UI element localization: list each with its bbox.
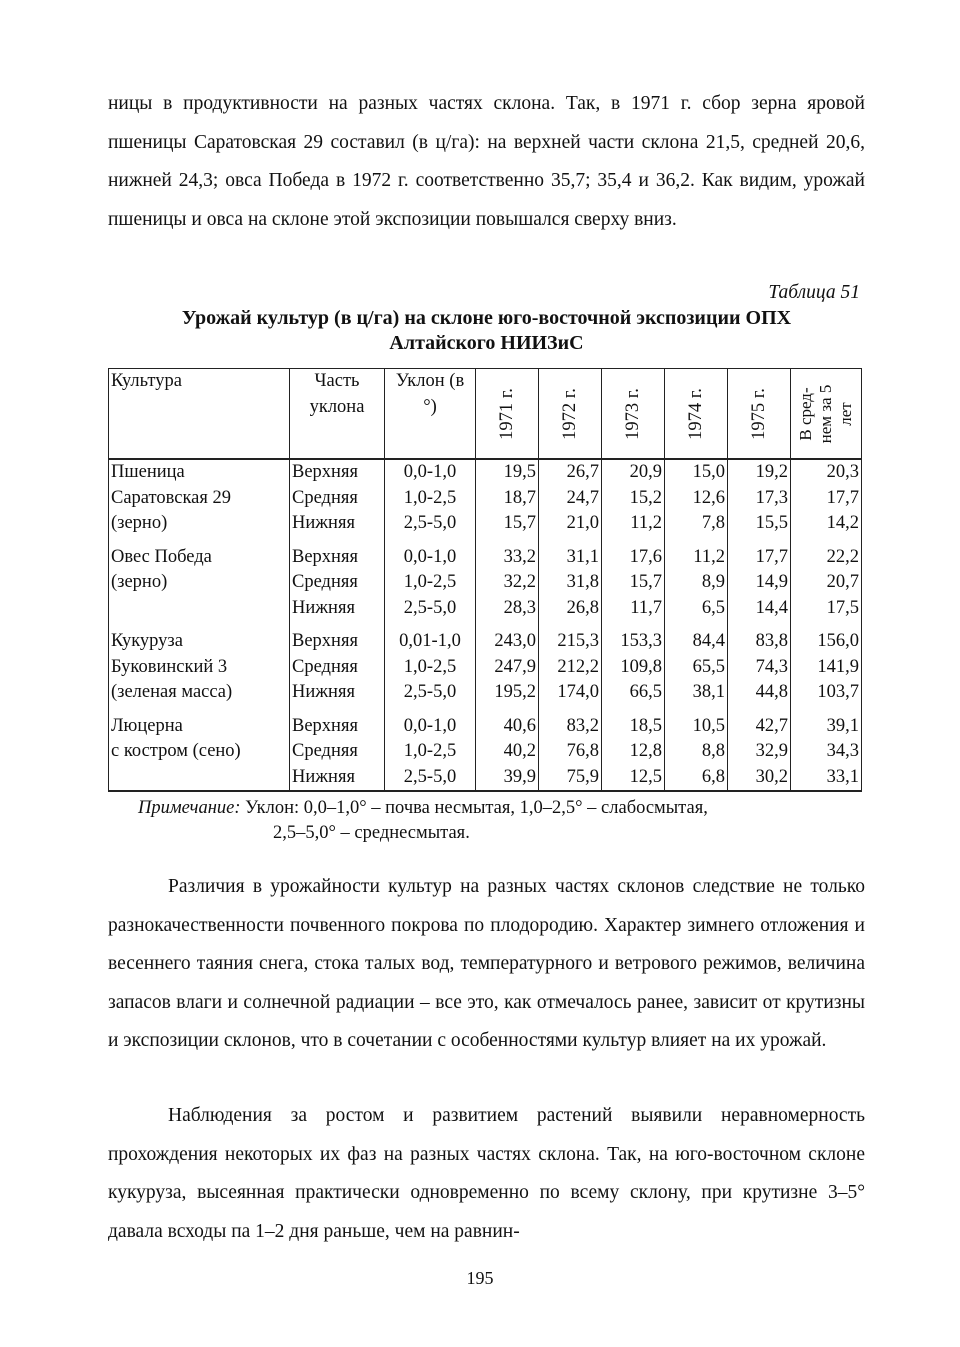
cell-slope: 0,0-1,0	[385, 706, 476, 740]
note-line1: Уклон: 0,0–1,0° – почва несмытая, 1,0–2,5° – слабосмытая,	[245, 798, 708, 818]
table-row	[109, 486, 862, 512]
cell-crop: с костром (сено)	[109, 739, 290, 765]
cell-y1971: 19,5	[476, 459, 539, 486]
cell-y1974: 6,8	[665, 765, 728, 792]
cell-y1975: 42,7	[728, 706, 791, 740]
cell-part: Верхняя	[290, 706, 385, 740]
paragraph-observations: Наблюдения за ростом и развитием растений выявили неравномерность прохождения некоторых их фаз на разных частях склона. Так, на юго-восточном склоне кукуруза, высеянная практически одновременно по всему склону, при крутизне 3–5° давала всходы па 1–2 дня раньше, чем на равнин-	[108, 1105, 865, 1242]
cell-avg: 33,1	[791, 765, 862, 792]
table-row	[109, 459, 862, 486]
cell-y1974: 38,1	[665, 680, 728, 706]
cell-avg: 39,1	[791, 706, 862, 740]
cell-part: Средняя	[290, 739, 385, 765]
table-row	[109, 596, 862, 622]
cell-y1975: 30,2	[728, 765, 791, 792]
cell-crop	[109, 596, 290, 622]
cell-y1974: 8,9	[665, 570, 728, 596]
header-slope: Уклон (в °)	[385, 369, 476, 460]
cell-y1975: 32,9	[728, 739, 791, 765]
cell-crop: Буковинский 3	[109, 655, 290, 681]
cell-crop: (зеленая масса)	[109, 680, 290, 706]
cell-y1973: 17,6	[602, 537, 665, 571]
cell-y1975: 19,2	[728, 459, 791, 486]
header-1974	[665, 369, 728, 460]
header-average-label	[796, 384, 856, 443]
cell-avg: 17,7	[791, 486, 862, 512]
header-1975	[728, 369, 791, 460]
cell-y1972: 24,7	[539, 486, 602, 512]
cell-y1974: 15,0	[665, 459, 728, 486]
table-header-row	[109, 369, 862, 460]
cell-y1972: 75,9	[539, 765, 602, 792]
cell-y1973: 15,2	[602, 486, 665, 512]
table-row	[109, 765, 862, 792]
cell-slope: 0,0-1,0	[385, 537, 476, 571]
cell-slope: 0,01-1,0	[385, 621, 476, 655]
table-title-line2: Алтайского НИИЗиС	[389, 332, 584, 354]
cell-crop: Люцерна	[109, 706, 290, 740]
cell-y1974: 7,8	[665, 511, 728, 537]
cell-y1972: 215,3	[539, 621, 602, 655]
cell-slope: 1,0-2,5	[385, 570, 476, 596]
cell-y1972: 26,8	[539, 596, 602, 622]
cell-avg: 34,3	[791, 739, 862, 765]
table-row	[109, 537, 862, 571]
cell-slope: 1,0-2,5	[385, 739, 476, 765]
cell-part: Нижняя	[290, 680, 385, 706]
cell-y1974: 6,5	[665, 596, 728, 622]
cell-slope: 1,0-2,5	[385, 486, 476, 512]
cell-y1972: 31,8	[539, 570, 602, 596]
header-average-line1: В сред-	[796, 386, 815, 441]
cell-y1972: 83,2	[539, 706, 602, 740]
table-row	[109, 621, 862, 655]
cell-part: Средняя	[290, 486, 385, 512]
cell-y1971: 18,7	[476, 486, 539, 512]
cell-y1975: 15,5	[728, 511, 791, 537]
paragraph-differences: Различия в урожайности культур на разных частях склонов следствие не только разнокачественности почвенного покрова по плодородию. Характер зимнего отложения и весеннего таяния снега, стока талых вод, температурного и ветрового режимов, величина запасов влаги и солнечной радиации – все это, как отмечалось ранее, зависит от крутизны и экспозиции склонов, что в сочетании с особенностями культур влияет на их урожай.	[108, 876, 865, 1051]
cell-avg: 20,3	[791, 459, 862, 486]
table-row	[109, 511, 862, 537]
header-1973-label: 1973 г.	[623, 387, 643, 440]
cell-slope: 2,5-5,0	[385, 596, 476, 622]
cell-y1972: 76,8	[539, 739, 602, 765]
cell-y1974: 10,5	[665, 706, 728, 740]
cell-part: Средняя	[290, 570, 385, 596]
cell-y1974: 8,8	[665, 739, 728, 765]
cell-y1973: 66,5	[602, 680, 665, 706]
cell-slope: 2,5-5,0	[385, 511, 476, 537]
cell-y1971: 28,3	[476, 596, 539, 622]
table-row	[109, 706, 862, 740]
note-line2: 2,5–5,0° – среднесмытая.	[273, 823, 470, 843]
cell-crop: (зерно)	[109, 570, 290, 596]
page-number: 195	[466, 1268, 494, 1288]
cell-avg: 14,2	[791, 511, 862, 537]
cell-y1974: 12,6	[665, 486, 728, 512]
cell-crop	[109, 765, 290, 792]
cell-y1972: 212,2	[539, 655, 602, 681]
cell-y1972: 31,1	[539, 537, 602, 571]
header-1972	[539, 369, 602, 460]
cell-y1973: 11,2	[602, 511, 665, 537]
cell-y1971: 247,9	[476, 655, 539, 681]
cell-y1974: 65,5	[665, 655, 728, 681]
cell-crop: (зерно)	[109, 511, 290, 537]
cell-y1974: 11,2	[665, 537, 728, 571]
cell-y1971: 32,2	[476, 570, 539, 596]
cell-part: Верхняя	[290, 621, 385, 655]
cell-y1971: 39,9	[476, 765, 539, 792]
cell-y1975: 74,3	[728, 655, 791, 681]
cell-avg: 17,5	[791, 596, 862, 622]
cell-y1971: 15,7	[476, 511, 539, 537]
cell-y1973: 153,3	[602, 621, 665, 655]
cell-part: Нижняя	[290, 596, 385, 622]
cell-crop: Пшеница	[109, 459, 290, 486]
header-average	[791, 369, 862, 460]
cell-y1975: 17,7	[728, 537, 791, 571]
cell-y1971: 40,2	[476, 739, 539, 765]
table-title	[108, 306, 865, 356]
table-body	[109, 459, 862, 791]
cell-y1975: 14,9	[728, 570, 791, 596]
cell-y1971: 33,2	[476, 537, 539, 571]
cell-crop: Овес Победа	[109, 537, 290, 571]
cell-crop: Кукуруза	[109, 621, 290, 655]
cell-y1973: 18,5	[602, 706, 665, 740]
cell-y1973: 109,8	[602, 655, 665, 681]
cell-crop: Саратовская 29	[109, 486, 290, 512]
cell-y1972: 174,0	[539, 680, 602, 706]
note-label: Примечание:	[138, 798, 241, 818]
cell-part: Средняя	[290, 655, 385, 681]
header-average-line3: лет	[836, 401, 855, 426]
cell-avg: 141,9	[791, 655, 862, 681]
cell-y1971: 243,0	[476, 621, 539, 655]
cell-slope: 0,0-1,0	[385, 459, 476, 486]
cell-y1973: 12,8	[602, 739, 665, 765]
header-1975-label: 1975 г.	[749, 387, 769, 440]
header-crop: Культура	[109, 369, 290, 460]
cell-y1972: 26,7	[539, 459, 602, 486]
cell-slope: 2,5-5,0	[385, 765, 476, 792]
cell-y1973: 12,5	[602, 765, 665, 792]
cell-y1973: 15,7	[602, 570, 665, 596]
header-1973	[602, 369, 665, 460]
cell-y1972: 21,0	[539, 511, 602, 537]
paragraph-top: ницы в продуктивности на разных частях склона. Так, в 1971 г. сбор зерна яровой пшеницы Саратовская 29 составил (в ц/га): на верхней части склона 21,5, средней 20,6, нижней 24,3; овса Победа в 1972 г. соответственно 35,7; 35,4 и 36,2. Как видим, урожай пшеницы и овса на склоне этой экспозиции повышался сверху вниз.	[108, 93, 865, 230]
yield-table	[108, 368, 862, 792]
cell-part: Нижняя	[290, 511, 385, 537]
table-row	[109, 570, 862, 596]
table-row	[109, 739, 862, 765]
cell-avg: 103,7	[791, 680, 862, 706]
cell-slope: 2,5-5,0	[385, 680, 476, 706]
cell-y1973: 20,9	[602, 459, 665, 486]
table-note	[138, 796, 865, 846]
cell-avg: 156,0	[791, 621, 862, 655]
cell-avg: 20,7	[791, 570, 862, 596]
cell-part: Верхняя	[290, 537, 385, 571]
table-number: Таблица 51	[768, 282, 860, 303]
header-average-line2: нем за 5	[816, 384, 835, 443]
header-1971	[476, 369, 539, 460]
cell-y1975: 17,3	[728, 486, 791, 512]
cell-part: Верхняя	[290, 459, 385, 486]
table-title-line1: Урожай культур (в ц/га) на склоне юго-восточной экспозиции ОПХ	[181, 307, 792, 329]
table-row	[109, 655, 862, 681]
cell-y1975: 44,8	[728, 680, 791, 706]
header-1974-label: 1974 г.	[686, 387, 706, 440]
cell-slope: 1,0-2,5	[385, 655, 476, 681]
cell-y1975: 14,4	[728, 596, 791, 622]
cell-avg: 22,2	[791, 537, 862, 571]
header-1972-label: 1972 г.	[560, 387, 580, 440]
header-1971-label: 1971 г.	[497, 387, 517, 440]
cell-y1971: 40,6	[476, 706, 539, 740]
cell-y1975: 83,8	[728, 621, 791, 655]
cell-y1973: 11,7	[602, 596, 665, 622]
table-row	[109, 680, 862, 706]
header-part: Часть уклона	[290, 369, 385, 460]
cell-part: Нижняя	[290, 765, 385, 792]
cell-y1974: 84,4	[665, 621, 728, 655]
cell-y1971: 195,2	[476, 680, 539, 706]
